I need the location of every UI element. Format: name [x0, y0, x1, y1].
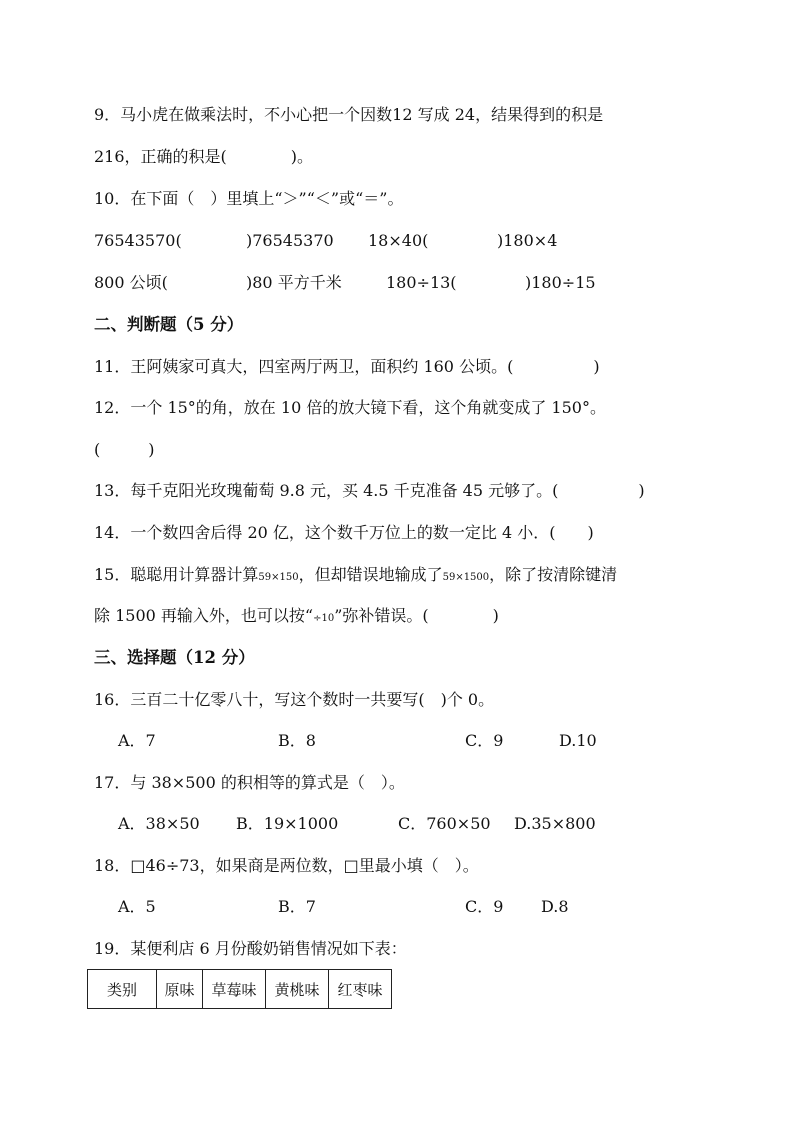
q14: 14．一个数四舍后得 20 亿，这个数千万位上的数一定比 4 小．( ): [94, 523, 594, 542]
q19-sales-table: [87, 969, 392, 1009]
q18-option-c: C．9: [465, 897, 504, 916]
q17-option-b: B．19×1000: [236, 814, 339, 833]
q15-part3: ，除了按清除键清: [489, 565, 618, 584]
q15-line2a: 除 1500 再输入外，也可以按“: [94, 606, 314, 625]
q17-option-c: C．760×50: [398, 814, 491, 833]
q15-expr2: 59×1500: [442, 572, 490, 583]
q16-option-a: A．7: [118, 731, 156, 750]
q16-stem: 16．三百二十亿零八十，写这个数时一共要写( )个 0。: [94, 690, 495, 709]
section3-title: 三、选择题（12 分）: [94, 648, 255, 667]
q18-stem: 18．□46÷73，如果商是两位数，□里最小填（ ）。: [94, 856, 479, 875]
q10-row1-b: )76545370: [246, 231, 334, 250]
q17-stem: 17．与 38×500 的积相等的算式是（ ）。: [94, 773, 405, 792]
q13: 13．每千克阳光玫瑰葡萄 9.8 元，买 4.5 千克准备 45 元够了。( ): [94, 481, 645, 500]
q9-line2: 216，正确的积是( )。: [94, 147, 314, 166]
table-row: [88, 970, 392, 1009]
q9-line1: 9．马小虎在做乘法时，不小心把一个因数12 写成 24，结果得到的积是: [94, 105, 604, 124]
q16-option-b: B．8: [278, 731, 316, 750]
q15-part2: ，但却错误地输成了: [298, 565, 443, 584]
table-header-cell: 红枣味: [329, 970, 392, 1009]
q17-option-d: D.35×800: [514, 814, 596, 833]
table-header-cell: 类别: [88, 970, 157, 1009]
q10-row2-c: 180÷13(: [386, 273, 457, 292]
q10-row1-c: 18×40(: [368, 231, 429, 250]
q12-line1: 12．一个 15°的角，放在 10 倍的放大镜下看，这个角就变成了 150°。: [94, 398, 606, 417]
q15-line2c: ”弥补错误。( ): [334, 606, 499, 625]
q15-line2b: ÷10: [313, 613, 335, 624]
q10-row1-a: 76543570(: [94, 231, 182, 250]
q16-option-d: D.10: [559, 731, 597, 750]
table-header-cell: 原味: [157, 970, 203, 1009]
q10-stem: 10．在下面（ ）里填上“＞”“＜”或“＝”。: [94, 189, 404, 208]
q16-option-c: C．9: [465, 731, 504, 750]
q18-option-b: B．7: [278, 897, 316, 916]
q11: 11．王阿姨家可真大，四室两厅两卫，面积约 160 公顷。( ): [94, 357, 600, 376]
q12-line2: ( ): [94, 440, 155, 459]
q15-expr1: 59×150: [258, 572, 299, 583]
table-header-cell: 草莓味: [203, 970, 266, 1009]
table-header-cell: 黄桃味: [266, 970, 329, 1009]
q15-line1: [94, 564, 617, 589]
q10-row1-d: )180×4: [497, 231, 558, 250]
q15-line2: [94, 605, 499, 630]
q10-row2-b: )80 平方千米: [246, 273, 342, 292]
q17-option-a: A．38×50: [118, 814, 200, 833]
q19-stem: 19．某便利店 6 月份酸奶销售情况如下表：: [94, 939, 407, 958]
q10-row2-a: 800 公顷(: [94, 273, 168, 292]
q15-part1: 15．聪聪用计算器计算: [94, 565, 259, 584]
q10-row2-d: )180÷15: [525, 273, 596, 292]
q18-option-a: A．5: [118, 897, 156, 916]
q18-option-d: D.8: [541, 897, 569, 916]
section2-title: 二、判断题（5 分）: [94, 315, 244, 334]
